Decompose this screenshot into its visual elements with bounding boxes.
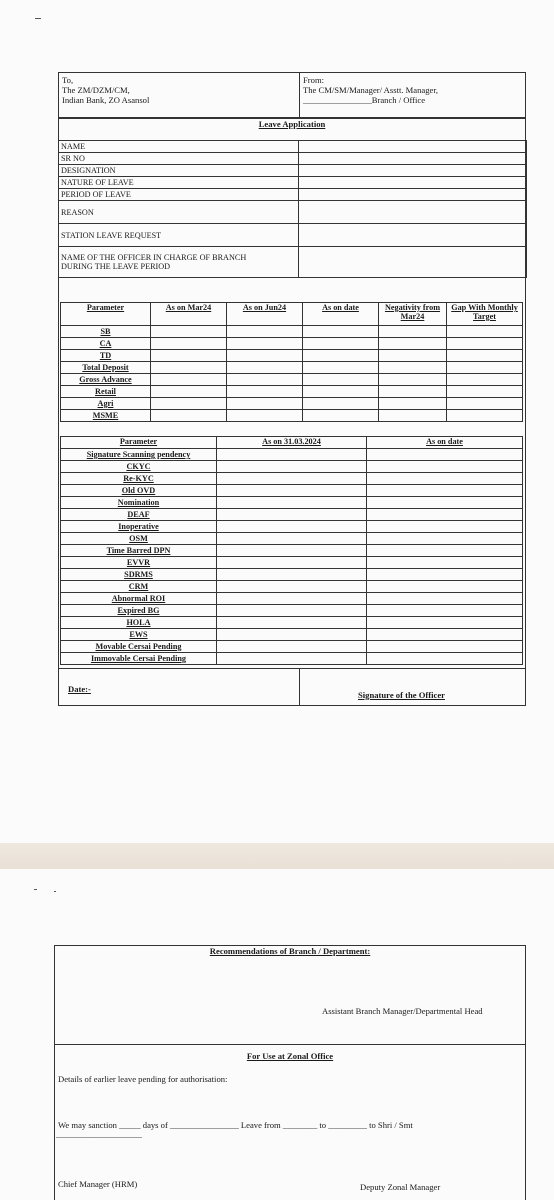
table-row bbox=[61, 593, 523, 605]
cell[interactable] bbox=[447, 398, 523, 410]
cell[interactable] bbox=[379, 350, 447, 362]
field-label: REASON bbox=[59, 201, 299, 224]
cell[interactable] bbox=[379, 326, 447, 338]
field-label: NAME bbox=[59, 141, 299, 153]
cell[interactable] bbox=[217, 485, 367, 497]
table-row bbox=[61, 581, 523, 593]
row-label: CKYC bbox=[61, 461, 217, 473]
cell[interactable] bbox=[227, 410, 303, 422]
cell[interactable] bbox=[367, 461, 523, 473]
cell[interactable] bbox=[151, 410, 227, 422]
cell[interactable] bbox=[367, 521, 523, 533]
cell[interactable] bbox=[227, 374, 303, 386]
cell[interactable] bbox=[367, 653, 523, 665]
field-row bbox=[59, 189, 527, 201]
table-row bbox=[61, 557, 523, 569]
column-header: As on date bbox=[303, 303, 379, 326]
column-header: As on 31.03.2024 bbox=[217, 437, 367, 449]
table-row bbox=[61, 617, 523, 629]
cell[interactable] bbox=[379, 362, 447, 374]
cell[interactable] bbox=[303, 410, 379, 422]
cell[interactable] bbox=[367, 497, 523, 509]
business-parameters-table bbox=[60, 302, 523, 422]
field-value[interactable] bbox=[299, 189, 527, 201]
cell[interactable] bbox=[303, 338, 379, 350]
table-row bbox=[61, 545, 523, 557]
cell[interactable] bbox=[217, 593, 367, 605]
table-row bbox=[61, 362, 523, 374]
row-label: SDRMS bbox=[61, 569, 217, 581]
page-separator bbox=[0, 843, 554, 869]
cell[interactable] bbox=[227, 386, 303, 398]
table-row bbox=[61, 449, 523, 461]
cell[interactable] bbox=[217, 545, 367, 557]
cell[interactable] bbox=[367, 629, 523, 641]
form-title: Leave Application bbox=[258, 119, 326, 129]
cell[interactable] bbox=[367, 533, 523, 545]
table-row bbox=[61, 338, 523, 350]
field-row bbox=[59, 224, 527, 247]
cell[interactable] bbox=[303, 386, 379, 398]
cell[interactable] bbox=[151, 326, 227, 338]
cell[interactable] bbox=[217, 497, 367, 509]
cell[interactable] bbox=[447, 350, 523, 362]
cell[interactable] bbox=[367, 593, 523, 605]
from-line: ________________Branch / Office bbox=[303, 95, 426, 105]
cell[interactable] bbox=[217, 473, 367, 485]
head-label: Assistant Branch Manager/Departmental Head bbox=[322, 1006, 483, 1016]
sanction-text: to Shri / Smt bbox=[369, 1120, 413, 1130]
cell[interactable] bbox=[217, 509, 367, 521]
cell[interactable] bbox=[303, 374, 379, 386]
row-label: CRM bbox=[61, 581, 217, 593]
cell[interactable] bbox=[303, 350, 379, 362]
column-header: As on Jun24 bbox=[227, 303, 303, 326]
sanction-text: Leave from bbox=[240, 1120, 281, 1130]
row-label: Nomination bbox=[61, 497, 217, 509]
field-row bbox=[59, 165, 527, 177]
row-label: Total Deposit bbox=[61, 362, 151, 374]
table-row bbox=[61, 350, 523, 362]
field-value[interactable] bbox=[299, 153, 527, 165]
cell[interactable] bbox=[217, 533, 367, 545]
field-row bbox=[59, 201, 527, 224]
cell[interactable] bbox=[217, 449, 367, 461]
cell[interactable] bbox=[227, 326, 303, 338]
cell[interactable] bbox=[217, 461, 367, 473]
field-value[interactable] bbox=[299, 201, 527, 224]
cell[interactable] bbox=[151, 338, 227, 350]
field-row bbox=[59, 177, 527, 189]
recommendation-frame bbox=[54, 945, 526, 1200]
date-label: Date:- bbox=[68, 684, 91, 694]
pending-leave-label: Details of earlier leave pending for authorisation: bbox=[58, 1074, 228, 1084]
cell[interactable] bbox=[151, 386, 227, 398]
table-header-row bbox=[61, 303, 523, 326]
table-row bbox=[61, 398, 523, 410]
row-label: MSME bbox=[61, 410, 151, 422]
column-header: Parameter bbox=[61, 303, 151, 326]
personal-details-table bbox=[58, 140, 527, 278]
table-row bbox=[61, 410, 523, 422]
column-header: As on Mar24 bbox=[151, 303, 227, 326]
sanction-text: We may sanction bbox=[58, 1120, 117, 1130]
cell[interactable] bbox=[217, 617, 367, 629]
table-header-row bbox=[61, 437, 523, 449]
cell[interactable] bbox=[367, 473, 523, 485]
table-row bbox=[61, 386, 523, 398]
table-row bbox=[61, 653, 523, 665]
table-row bbox=[61, 473, 523, 485]
cell[interactable] bbox=[447, 374, 523, 386]
row-label: CA bbox=[61, 338, 151, 350]
row-label: HOLA bbox=[61, 617, 217, 629]
table-row bbox=[61, 374, 523, 386]
table-row bbox=[61, 533, 523, 545]
cell[interactable] bbox=[217, 653, 367, 665]
to-line: Indian Bank, ZO Asansol bbox=[62, 95, 150, 105]
table-row bbox=[61, 497, 523, 509]
cell[interactable] bbox=[379, 386, 447, 398]
table-row bbox=[61, 641, 523, 653]
cell[interactable] bbox=[379, 410, 447, 422]
row-label: TD bbox=[61, 350, 151, 362]
cell[interactable] bbox=[227, 398, 303, 410]
to-date-blank[interactable]: _________ bbox=[328, 1120, 367, 1130]
signature-label: Signature of the Officer bbox=[358, 690, 445, 700]
row-label: Movable Cersai Pending bbox=[61, 641, 217, 653]
cell[interactable] bbox=[217, 557, 367, 569]
cell[interactable] bbox=[151, 350, 227, 362]
cell[interactable] bbox=[217, 569, 367, 581]
cell[interactable] bbox=[367, 557, 523, 569]
column-header: Gap With Monthly Target bbox=[447, 303, 523, 326]
row-label: Retail bbox=[61, 386, 151, 398]
cell[interactable] bbox=[217, 521, 367, 533]
cell[interactable] bbox=[151, 398, 227, 410]
cell[interactable] bbox=[367, 509, 523, 521]
cell[interactable] bbox=[447, 386, 523, 398]
table-row bbox=[61, 485, 523, 497]
row-label: DEAF bbox=[61, 509, 217, 521]
row-label: EVVR bbox=[61, 557, 217, 569]
cell[interactable] bbox=[227, 362, 303, 374]
cell[interactable] bbox=[447, 410, 523, 422]
cell[interactable] bbox=[217, 641, 367, 653]
sanction-text: to bbox=[319, 1120, 327, 1130]
row-label: Gross Advance bbox=[61, 374, 151, 386]
row-label: Time Barred DPN bbox=[61, 545, 217, 557]
from-block bbox=[303, 75, 438, 105]
field-label: NATURE OF LEAVE bbox=[59, 177, 299, 189]
field-row bbox=[59, 247, 527, 278]
cell[interactable] bbox=[447, 326, 523, 338]
field-label: SR NO bbox=[59, 153, 299, 165]
cell[interactable] bbox=[217, 629, 367, 641]
cell[interactable] bbox=[379, 374, 447, 386]
zonal-office-title: For Use at Zonal Office bbox=[246, 1051, 334, 1061]
cell[interactable] bbox=[303, 398, 379, 410]
field-row bbox=[59, 153, 527, 165]
row-label: Inoperative bbox=[61, 521, 217, 533]
days-blank[interactable]: _____ bbox=[119, 1120, 141, 1130]
form-page-2 bbox=[0, 869, 554, 1200]
field-row bbox=[59, 141, 527, 153]
address-box bbox=[58, 72, 526, 118]
cell[interactable] bbox=[367, 569, 523, 581]
scan-mark bbox=[54, 891, 56, 892]
from-date-blank[interactable]: ________ bbox=[282, 1120, 318, 1130]
cell[interactable] bbox=[151, 374, 227, 386]
cell[interactable] bbox=[447, 362, 523, 374]
recommendations-title: Recommendations of Branch / Department: bbox=[209, 946, 371, 956]
name-blank[interactable]: ____________________ bbox=[56, 1129, 142, 1139]
to-block bbox=[62, 75, 149, 105]
cell[interactable] bbox=[367, 545, 523, 557]
chief-manager-label: Chief Manager (HRM) bbox=[58, 1179, 138, 1189]
cell[interactable] bbox=[227, 338, 303, 350]
to-line: To, bbox=[62, 75, 74, 85]
row-label: Immovable Cersai Pending bbox=[61, 653, 217, 665]
table-row bbox=[61, 326, 523, 338]
from-line: The CM/SM/Manager/ Asstt. Manager, bbox=[303, 85, 438, 95]
cell[interactable] bbox=[367, 485, 523, 497]
row-label: Agri bbox=[61, 398, 151, 410]
cell[interactable] bbox=[367, 617, 523, 629]
row-label: Abnormal ROI bbox=[61, 593, 217, 605]
cell[interactable] bbox=[367, 641, 523, 653]
row-label: Expired BG bbox=[61, 605, 217, 617]
cell[interactable] bbox=[217, 581, 367, 593]
field-label: DESIGNATION bbox=[59, 165, 299, 177]
table-row bbox=[61, 521, 523, 533]
cell[interactable] bbox=[367, 581, 523, 593]
sanction-text: days of bbox=[142, 1120, 168, 1130]
table-row bbox=[61, 605, 523, 617]
field-value[interactable] bbox=[299, 224, 527, 247]
cell[interactable] bbox=[379, 398, 447, 410]
cell[interactable] bbox=[379, 338, 447, 350]
column-header: Negativity from Mar24 bbox=[379, 303, 447, 326]
row-label: Old OVD bbox=[61, 485, 217, 497]
field-label: STATION LEAVE REQUEST bbox=[59, 224, 299, 247]
field-label: PERIOD OF LEAVE bbox=[59, 189, 299, 201]
from-line: From: bbox=[303, 75, 325, 85]
field-label: NAME OF THE OFFICER IN CHARGE OF BRANCH DURING THE LEAVE PERIOD bbox=[59, 247, 299, 278]
cell[interactable] bbox=[151, 362, 227, 374]
row-label: SB bbox=[61, 326, 151, 338]
to-line: The ZM/DZM/CM, bbox=[62, 85, 130, 95]
table-row bbox=[61, 461, 523, 473]
field-value[interactable] bbox=[299, 247, 527, 278]
row-label: EWS bbox=[61, 629, 217, 641]
column-header: Parameter bbox=[61, 437, 217, 449]
table-row bbox=[61, 569, 523, 581]
cell[interactable] bbox=[227, 350, 303, 362]
row-label: Re-KYC bbox=[61, 473, 217, 485]
cell[interactable] bbox=[447, 338, 523, 350]
deputy-manager-label: Deputy Zonal Manager bbox=[360, 1182, 441, 1192]
row-label: Signature Scanning pendency bbox=[61, 449, 217, 461]
compliance-parameters-table bbox=[60, 436, 523, 665]
cell[interactable] bbox=[367, 449, 523, 461]
leave-type-blank[interactable]: ________________ bbox=[169, 1120, 239, 1130]
cell[interactable] bbox=[217, 605, 367, 617]
field-value[interactable] bbox=[299, 141, 527, 153]
cell[interactable] bbox=[303, 326, 379, 338]
scan-mark bbox=[35, 18, 41, 19]
field-value[interactable] bbox=[299, 177, 527, 189]
field-value[interactable] bbox=[299, 165, 527, 177]
scan-mark bbox=[34, 889, 37, 890]
column-header: As on date bbox=[367, 437, 523, 449]
table-row bbox=[61, 629, 523, 641]
row-label: OSM bbox=[61, 533, 217, 545]
table-row bbox=[61, 509, 523, 521]
cell[interactable] bbox=[303, 362, 379, 374]
cell[interactable] bbox=[367, 605, 523, 617]
